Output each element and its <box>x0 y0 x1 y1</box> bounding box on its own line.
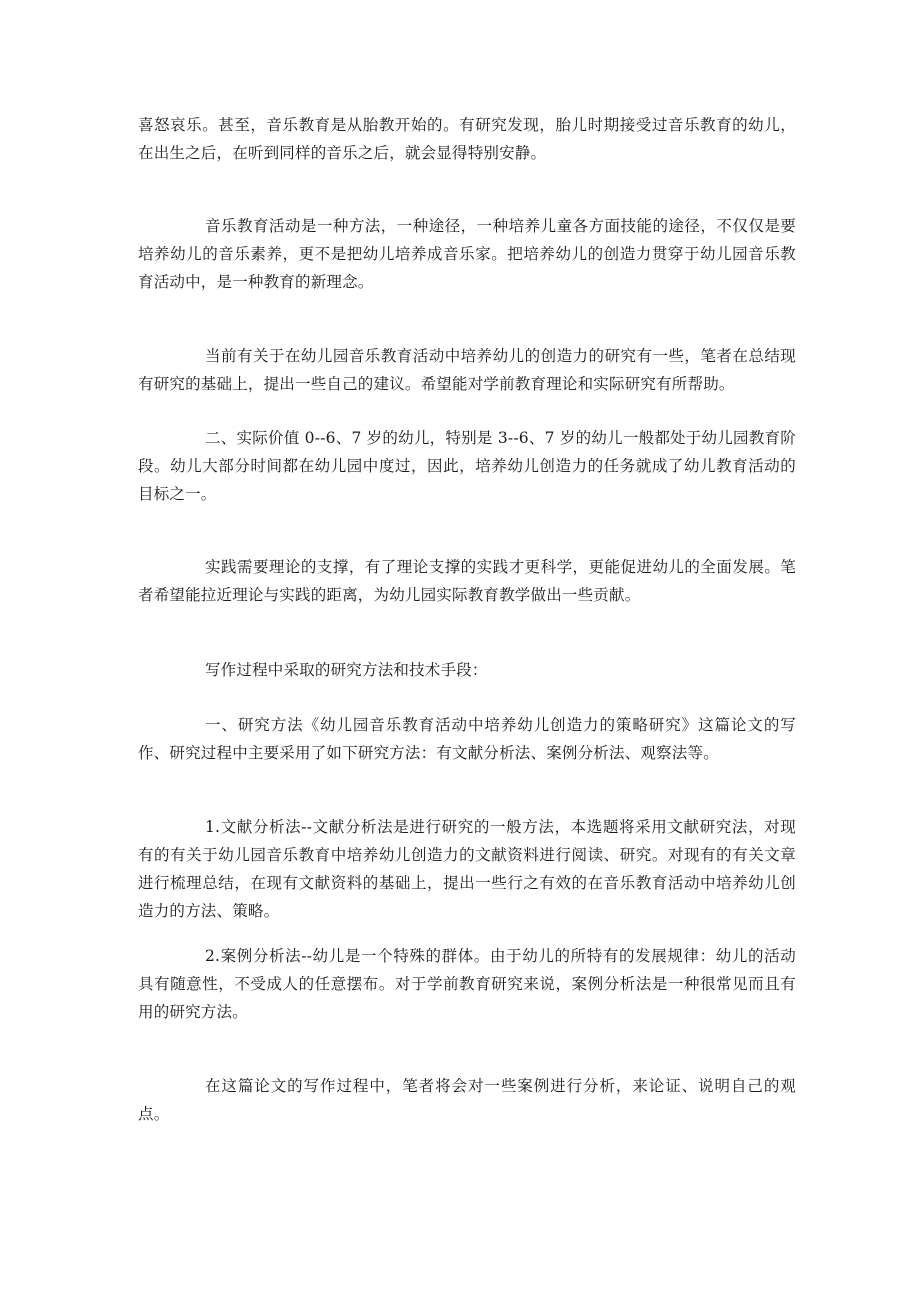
paragraph-7: 一、研究方法《幼儿园音乐教育活动中培养幼儿创造力的策略研究》这篇论文的写作、研究过程中主要采用了如下研究方法：有文献分析法、案例分析法、观察法等。 <box>138 716 796 762</box>
paragraph-4: 二、实际价值 0--6、7 岁的幼儿，特别是 3--6、7 岁的幼儿一般都处于幼儿园教育阶段。幼儿大部分时间都在幼儿园中度过，因此，培养幼儿创造力的任务就成了幼儿教育活动的目标之一。 <box>138 429 796 503</box>
paragraph-8: 1.文献分析法--文献分析法是进行研究的一般方法，本选题将采用文献研究法，对现有的有关于幼儿园音乐教育中培养幼儿创造力的文献资料进行阅读、研究。对现有的有关文章进行梳理总结，在现有文献资料的基础上，提出一些行之有效的在音乐教育活动中培养幼儿创造力的方法、策略。 <box>138 818 796 920</box>
paragraph-3: 当前有关于在幼儿园音乐教育活动中培养幼儿的创造力的研究有一些，笔者在总结现有研究的基础上，提出一些自己的建议。希望能对学前教育理论和实际研究有所帮助。 <box>138 347 796 393</box>
paragraph-2: 音乐教育活动是一种方法，一种途径，一种培养儿童各方面技能的途径，不仅仅是要培养幼儿的音乐素养，更不是把幼儿培养成音乐家。把培养幼儿的创造力贯穿于幼儿园音乐教育活动中，是一种教育的新理念。 <box>138 217 796 291</box>
paragraph-9: 2.案例分析法--幼儿是一个特殊的群体。由于幼儿的所特有的发展规律：幼儿的活动具有随意性，不受成人的任意摆布。对于学前教育研究来说，案例分析法是一种很常见而且有用的研究方法。 <box>138 947 796 1021</box>
paragraph-6: 写作过程中采取的研究方法和技术手段： <box>205 661 488 679</box>
paragraph-10: 在这篇论文的写作过程中，笔者将会对一些案例进行分析，来论证、说明自己的观点。 <box>138 1077 796 1123</box>
paragraph-5: 实践需要理论的支撑，有了理论支撑的实践才更科学，更能促进幼儿的全面发展。笔者希望能拉近理论与实践的距离，为幼儿园实际教育教学做出一些贡献。 <box>138 558 796 604</box>
paragraph-1: 喜怒哀乐。甚至，音乐教育是从胎教开始的。有研究发现，胎儿时期接受过音乐教育的幼儿，在出生之后，在听到同样的音乐之后，就会显得特别安静。 <box>138 116 796 162</box>
